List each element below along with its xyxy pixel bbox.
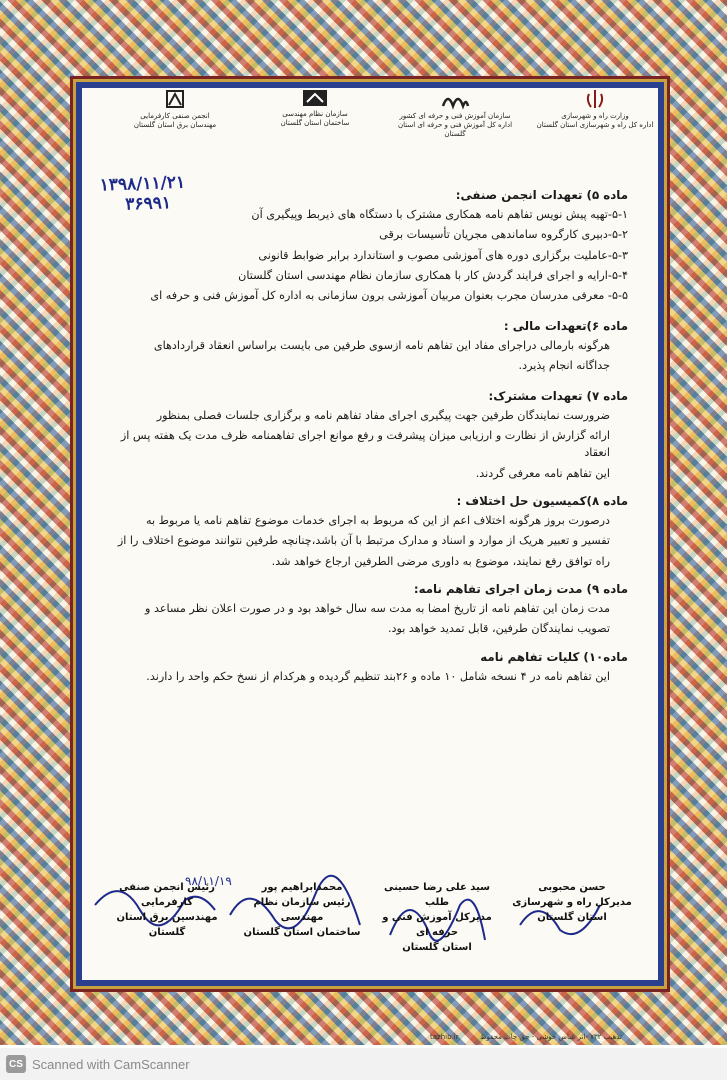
article-title: ماده ۵) تعهدات انجمن صنفی: [455,188,628,202]
footer-note: تذهیب ۷۳۲ -اثر عباس خوشی - حق چاپ محفوظ [480,1033,622,1041]
signatory-1 [507,880,637,925]
signatory-org: مهندسین برق استان گلستان [116,912,218,938]
ministry-logo [530,88,660,130]
article-title: ماده۱۰) کلیات تفاهم نامه [480,649,628,664]
signatory-name: سید علی رضا حسینی طلب [383,882,490,908]
article-title: ماده ۷) تعهدات مشترک: [488,388,628,403]
article-line: ۵-۳-عاملیت برگزاری دوره های آموزشی مصوب و استاندارد برابر ضوابط قانونی [258,248,628,262]
signatory-name: حسن محبوبی [538,882,606,893]
signatory-2 [372,880,502,955]
signatures-block [92,880,637,955]
article-5 [98,188,628,305]
article-line: مدت زمان این تفاهم نامه از تاریخ امضا به مدت سه سال خواهد بود و در صورت اعلان نظر مساعد و [144,602,610,616]
signatory-4 [102,880,232,940]
stamp-date: ۱۳۹۸/۱۱/۲۱ [99,172,186,196]
signatory-org: استان گلستان [537,912,607,923]
article-title: ماده ۹) مدت زمان اجرای تفاهم نامه: [413,582,628,597]
signatory-org: ساختمان استان گلستان [243,927,361,938]
article-line: تصویب نمایندگان طرفین، قابل تمدید خواهد بود. [387,622,610,636]
article-title: ماده ۸)کمیسیون حل اختلاف : [456,493,628,508]
article-line: ۵-۵- معرفی مدرسان مجرب بعنوان مربیان آموزشی برون سازمانی به اداره کل آموزش فنی و حرفه ای [150,289,628,303]
cs-icon: CS [6,1055,26,1073]
training-org-logo-text: سازمان آموزش فنی و حرفه ای کشور اداره کل آموزش فنی و حرفه ای استان گلستان [397,112,513,138]
signatory-role: رئیس انجمن صنفی کارفرمایی [119,882,215,908]
article-title: ماده ۶)تعهدات مالی : [503,318,628,333]
article-line: این تفاهم نامه در ۴ نسخه شامل ۱۰ ماده و ۲۶بند تنظیم گردیده و هرکدام از نسخ حکم واحد را دارند. [146,669,610,683]
signatory-org: استان گلستان [402,942,472,953]
article-line: ۵-۴-ارایه و اجرای فرایند گردش کار با همکاری سازمان نظام مهندسی استان گلستان [238,269,628,283]
signatory-3 [237,880,367,940]
signature-date: ۹۸/۱۱/۱۹ [185,874,232,888]
guild-logo-text: انجمن صنفی کارفرمایی مهندسان برق استان گلستان [133,112,217,129]
training-org-icon [440,88,470,110]
article-10 [98,650,628,685]
article-line: ارائه گزارش از نظارت و ارزیابی میزان پیشرفت و رفع موانع اجرای تفاهمنامه ظرف مدت یک هفته پس از انعقاد [120,428,610,460]
stamp-number: ۳۶۹۹۱ [124,192,172,215]
article-line: ۵-۱-تهیه پیش نویس تفاهم نامه همکاری مشترک با دستگاه های ذیربط وپیگیری آن [251,208,628,221]
article-6 [98,319,628,375]
article-line: ضرورست نمایندگان طرفین جهت پیگیری اجرای مفاد تفاهم نامه و برگزاری جلسات فصلی بمنظور [156,408,610,422]
guild-icon [164,88,186,110]
ministry-logo-text: وزارت راه و شهرسازی اداره کل راه و شهرسازی استان گلستان [536,112,654,129]
article-line: این تفاهم نامه معرفی گردند. [475,466,610,480]
engineering-org-icon [301,88,329,108]
guild-logo [110,88,240,130]
agreement-body [98,188,628,694]
article-line: ۵-۲-دبیری کارگروه ساماندهی مجریان تأسیسات برقی [379,228,628,242]
article-line: تفسیر و تعبیر هریک از موارد و اسناد و مدارک مرتبط با آن باشد،چنانچه طرفین نتوانند موضوع اختلاف را از [117,534,610,548]
camscanner-bar [0,1048,727,1080]
emblem-icon [584,88,606,110]
logo-row [90,88,654,158]
article-line: راه توافق رفع نمایند، موضوع به داوری مرضی الطرفین ارجاع خواهد شد. [271,554,610,568]
article-line: درصورت بروز هرگونه اختلاف اعم از این که مربوط به اجرای خدمات موضوع تفاهم نامه یا مربوط به [145,513,610,527]
article-8 [98,494,628,570]
camscanner-text: Scanned with CamScanner [32,1056,190,1072]
signatory-name: محمدابراهیم پور [261,882,343,893]
training-org-logo [390,88,520,138]
engineering-org-logo [250,88,380,128]
article-line: جداگانه انجام پذیرد. [518,359,610,373]
signatory-role: رئیس سازمان نظام مهندسی [253,897,351,923]
article-line: هرگونه بارمالی دراجرای مفاد این تفاهم نامه ازسوی طرفین می بایست براساس انعقاد قراردادهای [153,338,610,352]
footer-site: tazhib.ir [430,1033,459,1041]
signatory-role: مدیرکل راه و شهرسازی [512,897,632,908]
signatory-role: مدیرکل آموزش فنی و حرفه ای [382,912,492,938]
engineering-org-logo-text: سازمان نظام مهندسی ساختمان استان گلستان [280,110,350,127]
article-9 [98,582,628,638]
article-7 [98,389,628,482]
